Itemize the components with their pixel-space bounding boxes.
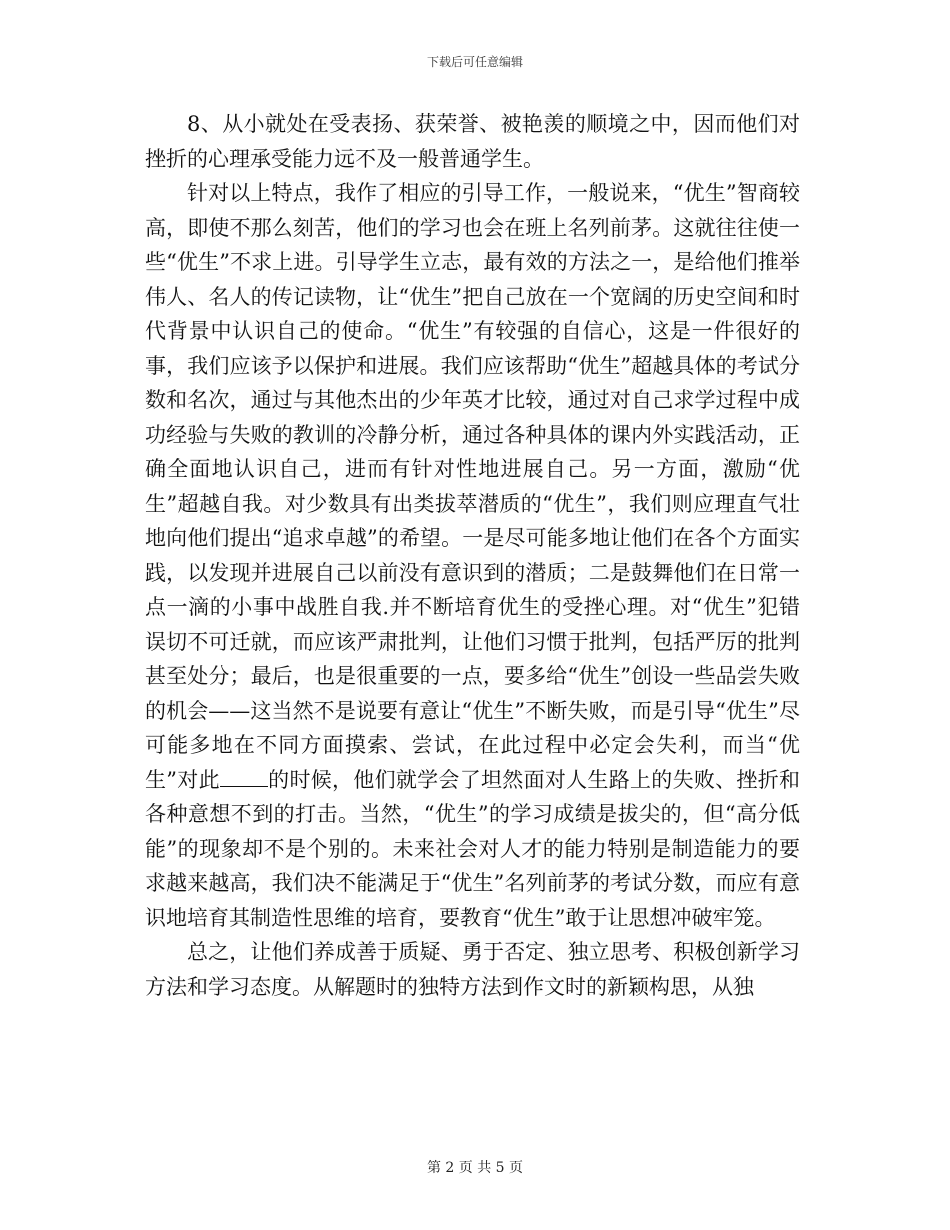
- document-body: [145, 107, 800, 1004]
- paragraph-text: 针对以上特点，我作了相应的引导工作，一般说来，“优生”智商较高，即使不那么刻苦，他们的学习也会在班上名列前茅。这就往往使一些“优生”不求上进。引导学生立志，最有效的方法之一，是给他们推举伟人、名人的传记读物，让“优生”把自己放在一个宽阔的历史空间和时代背景中认识自己的使命。“优生”有较强的自信心，这是一件很好的事，我们应该予以保护和进展。我们应该帮助“优生”超越具体的考试分数和名次，通过与其他杰出的少年英才比较，通过对自己求学过程中成功经验与失败的教训的冷静分析，通过各种具体的课内外实践活动，正确全面地认识自己，进而有针对性地进展自己。另一方面，激励“优生”超越自我。对少数具有出类拔萃潜质的“优生”，我们则应理直气壮地向他们提出“追求卓越”的希望。一是尽可能多地让他们在各个方面实践，以发现并进展自己以前没有意识到的潜质；二是鼓舞他们在日常一点一滴的小事中战胜自我.并不断培育优生的受挫心理。对“优生”犯错误切不可迁就，而应该严肃批判，让他们习惯于批判，包括严厉的批判甚至处分；最后，也是很重要的一点，要多给“优生”创设一些品尝失败的机会——这当然不是说要有意让“优生”不断失败，而是引导“优生”尽可能多地在不同方面摸索、尝试，在此过程中必定会失利，而当“优生”对此: [145, 181, 800, 792]
- paragraph: 总之，让他们养成善于质疑、勇于否定、独立思考、积极创新学习方法和学习态度。从解题时的独特方法到作文时的新颖构思，从独: [145, 940, 800, 999]
- page-header: 下载后可任意编辑: [426, 55, 523, 69]
- paragraph: [145, 176, 800, 935]
- fill-in-blank: [220, 766, 268, 787]
- page-number: 第 2 页 共 5 页: [426, 1160, 524, 1176]
- paragraph: 8、从小就处在受表扬、获荣誉、被艳羡的顺境之中，因而他们对挫折的心理承受能力远不及一般普通学生。: [145, 112, 800, 171]
- paragraph-text: 的时候，他们就学会了坦然面对人生路上的失败、挫折和各种意想不到的打击。当然，“优生”的学习成绩是拔尖的，但“高分低能”的现象却不是个别的。未来社会对人才的能力特别是制造能力的要求越来越高，我们决不能满足于“优生”名列前茅的考试分数，而应有意识地培育其制造性思维的培育，要教育“优生”敢于让思想冲破牢笼。: [145, 767, 800, 930]
